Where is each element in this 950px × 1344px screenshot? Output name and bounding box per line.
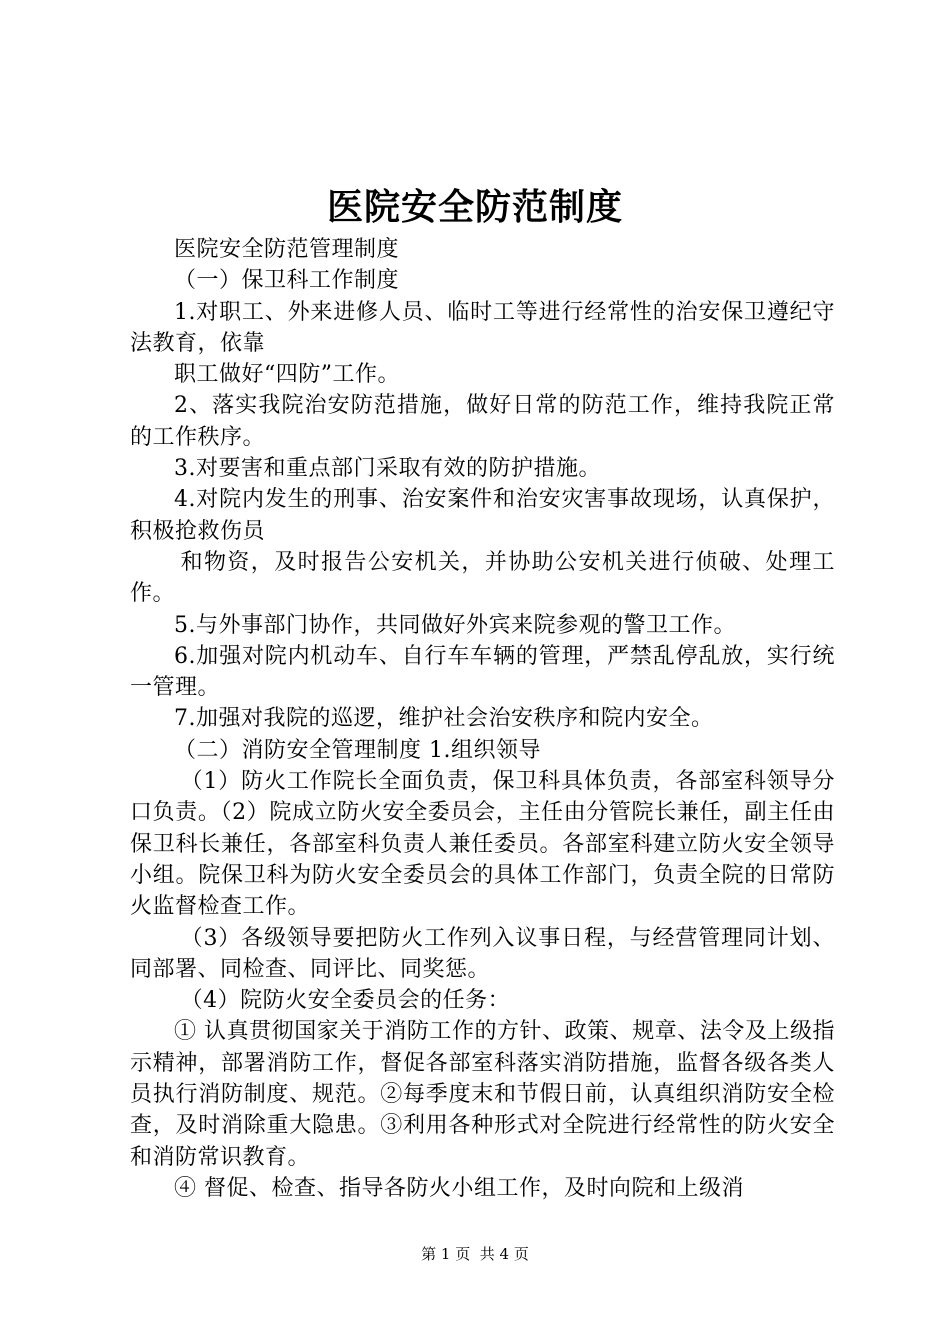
paragraph: （一）保卫科工作制度 (174, 268, 400, 294)
document-body (130, 234, 835, 1204)
paragraph: 3.对要害和重点部门采取有效的防护措施。 (174, 456, 601, 482)
paragraph: （3）各级领导要把防火工作列入议事日程，与经营管理同计划、同部署、同检查、同评比、同奖惩。 (130, 925, 835, 982)
page-number: 第 1 页 (421, 1245, 471, 1263)
paragraph: 职工做好“四防”工作。 (174, 362, 400, 388)
paragraph: （4）院防火安全委员会的任务： (180, 988, 511, 1014)
paragraph: 2、落实我院治安防范措施，做好日常的防范工作，维持我院正常的工作秩序。 (130, 393, 835, 450)
paragraph: 1.对职工、外来进修人员、临时工等进行经常性的治安保卫遵纪守法教育，依靠 (130, 299, 835, 356)
paragraph: 医院安全防范管理制度 (174, 237, 400, 262)
paragraph: 7.加强对我院的巡逻，维护社会治安秩序和院内安全。 (174, 706, 714, 732)
paragraph: ④ 督促、检查、指导各防火小组工作，及时向院和上级消 (174, 1175, 744, 1201)
paragraph: ① 认真贯彻国家关于消防工作的方针、政策、规章、法令及上级指示精神，部署消防工作，督促各部室科落实消防措施，监督各级各类人员执行消防制度、规范。②每季度末和节假日前，认真组织消防安全检查，及时消除重大隐患。③利用各种形式对全院进行经常性的防火安全和消防常识教育。 (130, 1019, 835, 1170)
paragraph: 4.对院内发生的刑事、治安案件和治安灾害事故现场，认真保护，积极抢救伤员 (130, 487, 835, 544)
paragraph: 和物资，及时报告公安机关，并协助公安机关进行侦破、处理工作。 (130, 549, 835, 607)
paragraph: （二）消防安全管理制度 1.组织领导 (174, 737, 541, 763)
page-footer (0, 1244, 950, 1264)
document-title: 医院安全防范制度 (326, 186, 623, 228)
paragraph: 6.加强对院内机动车、自行车车辆的管理，严禁乱停乱放，实行统一管理。 (130, 643, 835, 701)
paragraph: （1）防火工作院长全面负责，保卫科具体负责，各部室科领导分口负责。（2）院成立防火安全委员会，主任由分管院长兼任，副主任由保卫科长兼任，各部室科负责人兼任委员。各部室科建立防火安全领导小组。院保卫科为防火安全委员会的具体工作部门，负责全院的日常防火监督检查工作。 (130, 769, 835, 920)
page-total: 共 4 页 (479, 1245, 529, 1263)
paragraph: 5.与外事部门协作，共同做好外宾来院参观的警卫工作。 (174, 612, 736, 638)
